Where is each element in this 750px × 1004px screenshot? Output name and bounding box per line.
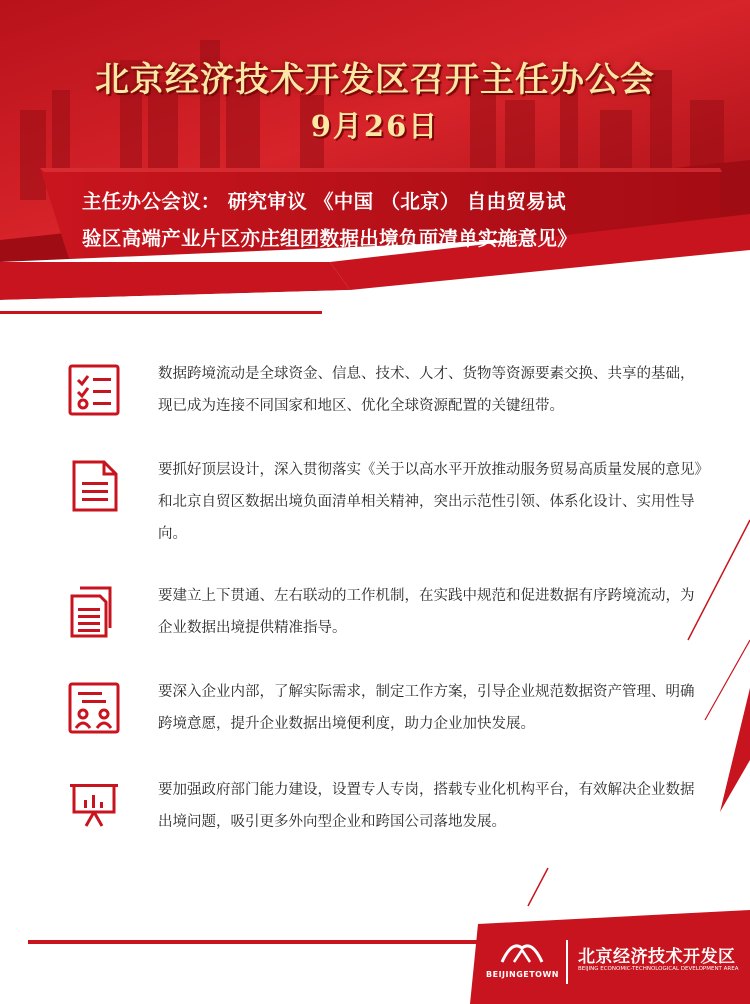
item-text: 要建立上下贯通、左右联动的工作机制，在实践中规范和促进数据有序跨境流动，为企业数据出境提供精准指导。 <box>158 588 695 636</box>
logo-english-name: BEIJING ECONOMIC-TECHNOLOGICAL DEVELOPMENT AREA <box>578 966 739 972</box>
presentation-board-icon <box>66 778 122 834</box>
checklist-icon <box>66 362 122 418</box>
subtitle-line-1: 主任办公会议： 研究审议 《中国 （北京） 自由贸易试 <box>82 190 566 213</box>
item-text: 要抓好顶层设计，深入贯彻落实《关于以高水平开放推动服务贸易高质量发展的意见》和北京自贸区数据出境负面清单相关精神，突出示范性引领、体系化设计、实用性导向。 <box>158 462 702 542</box>
document-icon <box>66 458 122 514</box>
item-text: 要加强政府部门能力建设，设置专人专岗，搭载专业化机构平台，有效解决企业数据出境问题，吸引更多外向型企业和跨国公司落地发展。 <box>158 782 695 830</box>
footer <box>0 880 750 1004</box>
logo-brand-text: BEIJINGETOWN <box>486 970 559 979</box>
logo-chinese-name: 北京经济技术开发区 <box>578 947 736 967</box>
item-text: 数据跨境流动是全球资金、信息、技术、人才、货物等资源要素交换、共享的基础，现已成为连接不同国家和地区、优化全球资源配置的关键纽带。 <box>158 366 695 414</box>
meeting-date: 9月26日 <box>310 109 440 143</box>
logo-emblem-icon <box>492 936 552 968</box>
meeting-icon <box>66 680 122 736</box>
item-text: 要深入企业内部，了解实际需求，制定工作方案，引导企业规范数据资产管理、明确跨境意愿，提升企业数据出境便利度，助力企业加快发展。 <box>158 684 695 732</box>
subtitle-line-2: 验区高端产业片区亦庄组团数据出境负面清单实施意见》 <box>82 227 578 250</box>
main-title: 北京经济技术开发区召开主任办公会 <box>95 60 655 100</box>
file-stack-icon <box>66 584 122 640</box>
